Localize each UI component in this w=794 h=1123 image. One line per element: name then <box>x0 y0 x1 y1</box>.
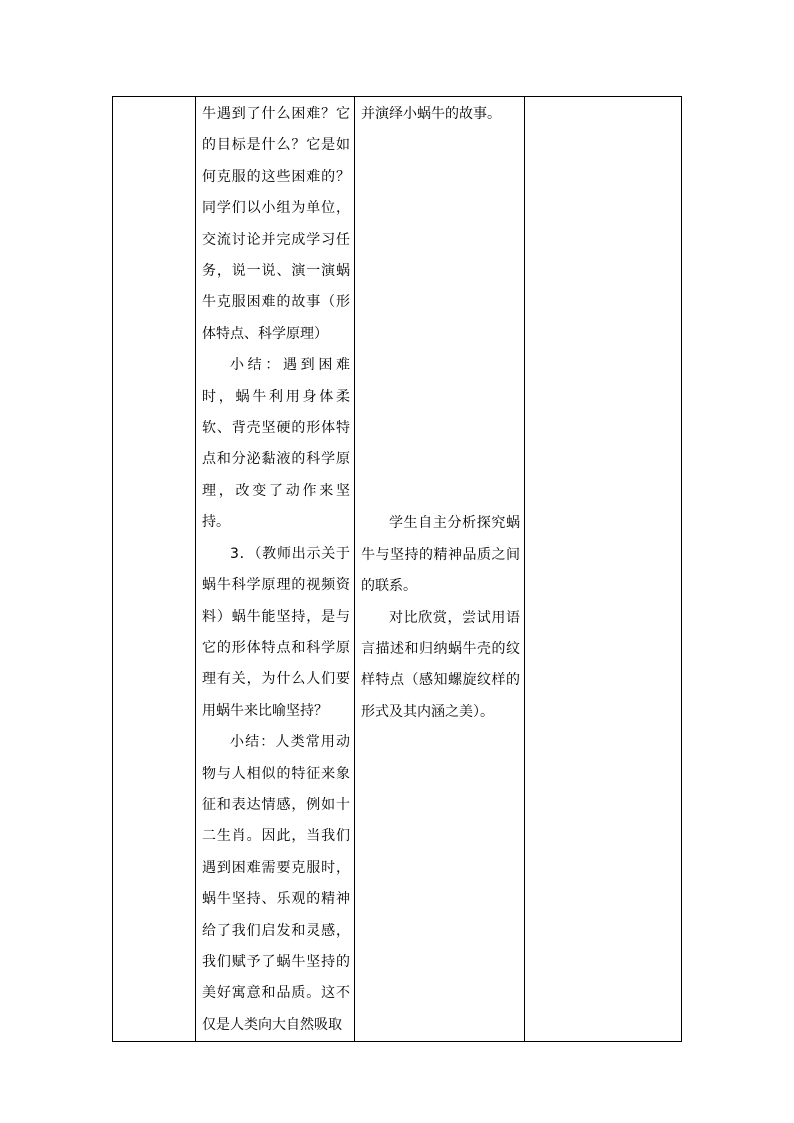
student-paragraph-2: 学生自主分析探究蜗牛与坚持的精神品质之间的联系。 <box>361 515 520 595</box>
student-paragraph-1: 并演绎小蜗牛的故事。 <box>361 106 501 122</box>
spacer <box>361 130 520 508</box>
student-activity-cell <box>355 97 525 1042</box>
teacher-paragraph-1: 牛遇到了什么困难？它的目标是什么？它是如何克服的这些困难的？同学们以小组为单位，交流讨论并完成学习任务，说一说、演一演蜗牛克服困难的故事（形体特点、科学原理） <box>202 106 350 342</box>
student-activity-text <box>355 97 524 728</box>
teacher-paragraph-3: 3．（教师出示关于蜗牛科学原理的视频资料）蜗牛能坚持，是与它的形体特点和科学原理有关，为什么人们要用蜗牛来比喻坚持？ <box>202 545 350 719</box>
stage-cell <box>113 97 196 1042</box>
teacher-paragraph-2: 小结：遇到困难时，蜗牛利用身体柔软、背壳坚硬的形体特点和分泌黏液的科学原理，改变了动作来坚持。 <box>202 357 350 531</box>
teacher-activity-cell <box>196 97 355 1042</box>
lesson-plan-table <box>112 96 682 1042</box>
design-intent-cell <box>525 97 682 1042</box>
teacher-activity-text <box>196 97 354 1041</box>
table-row <box>113 97 682 1042</box>
teacher-paragraph-4: 小结：人类常用动物与人相似的特征来象征和表达情感，例如十二生肖。因此，当我们遇到困难需要克服时，蜗牛坚持、乐观的精神给了我们启发和灵感，我们赋予了蜗牛坚持的美好寓意和品质。这不仅是人类向大自然吸取 <box>202 734 350 1033</box>
student-paragraph-3: 对比欣赏，尝试用语言描述和归纳蜗牛壳的纹样特点（感知螺旋纹样的形式及其内涵之美）。 <box>361 609 520 720</box>
